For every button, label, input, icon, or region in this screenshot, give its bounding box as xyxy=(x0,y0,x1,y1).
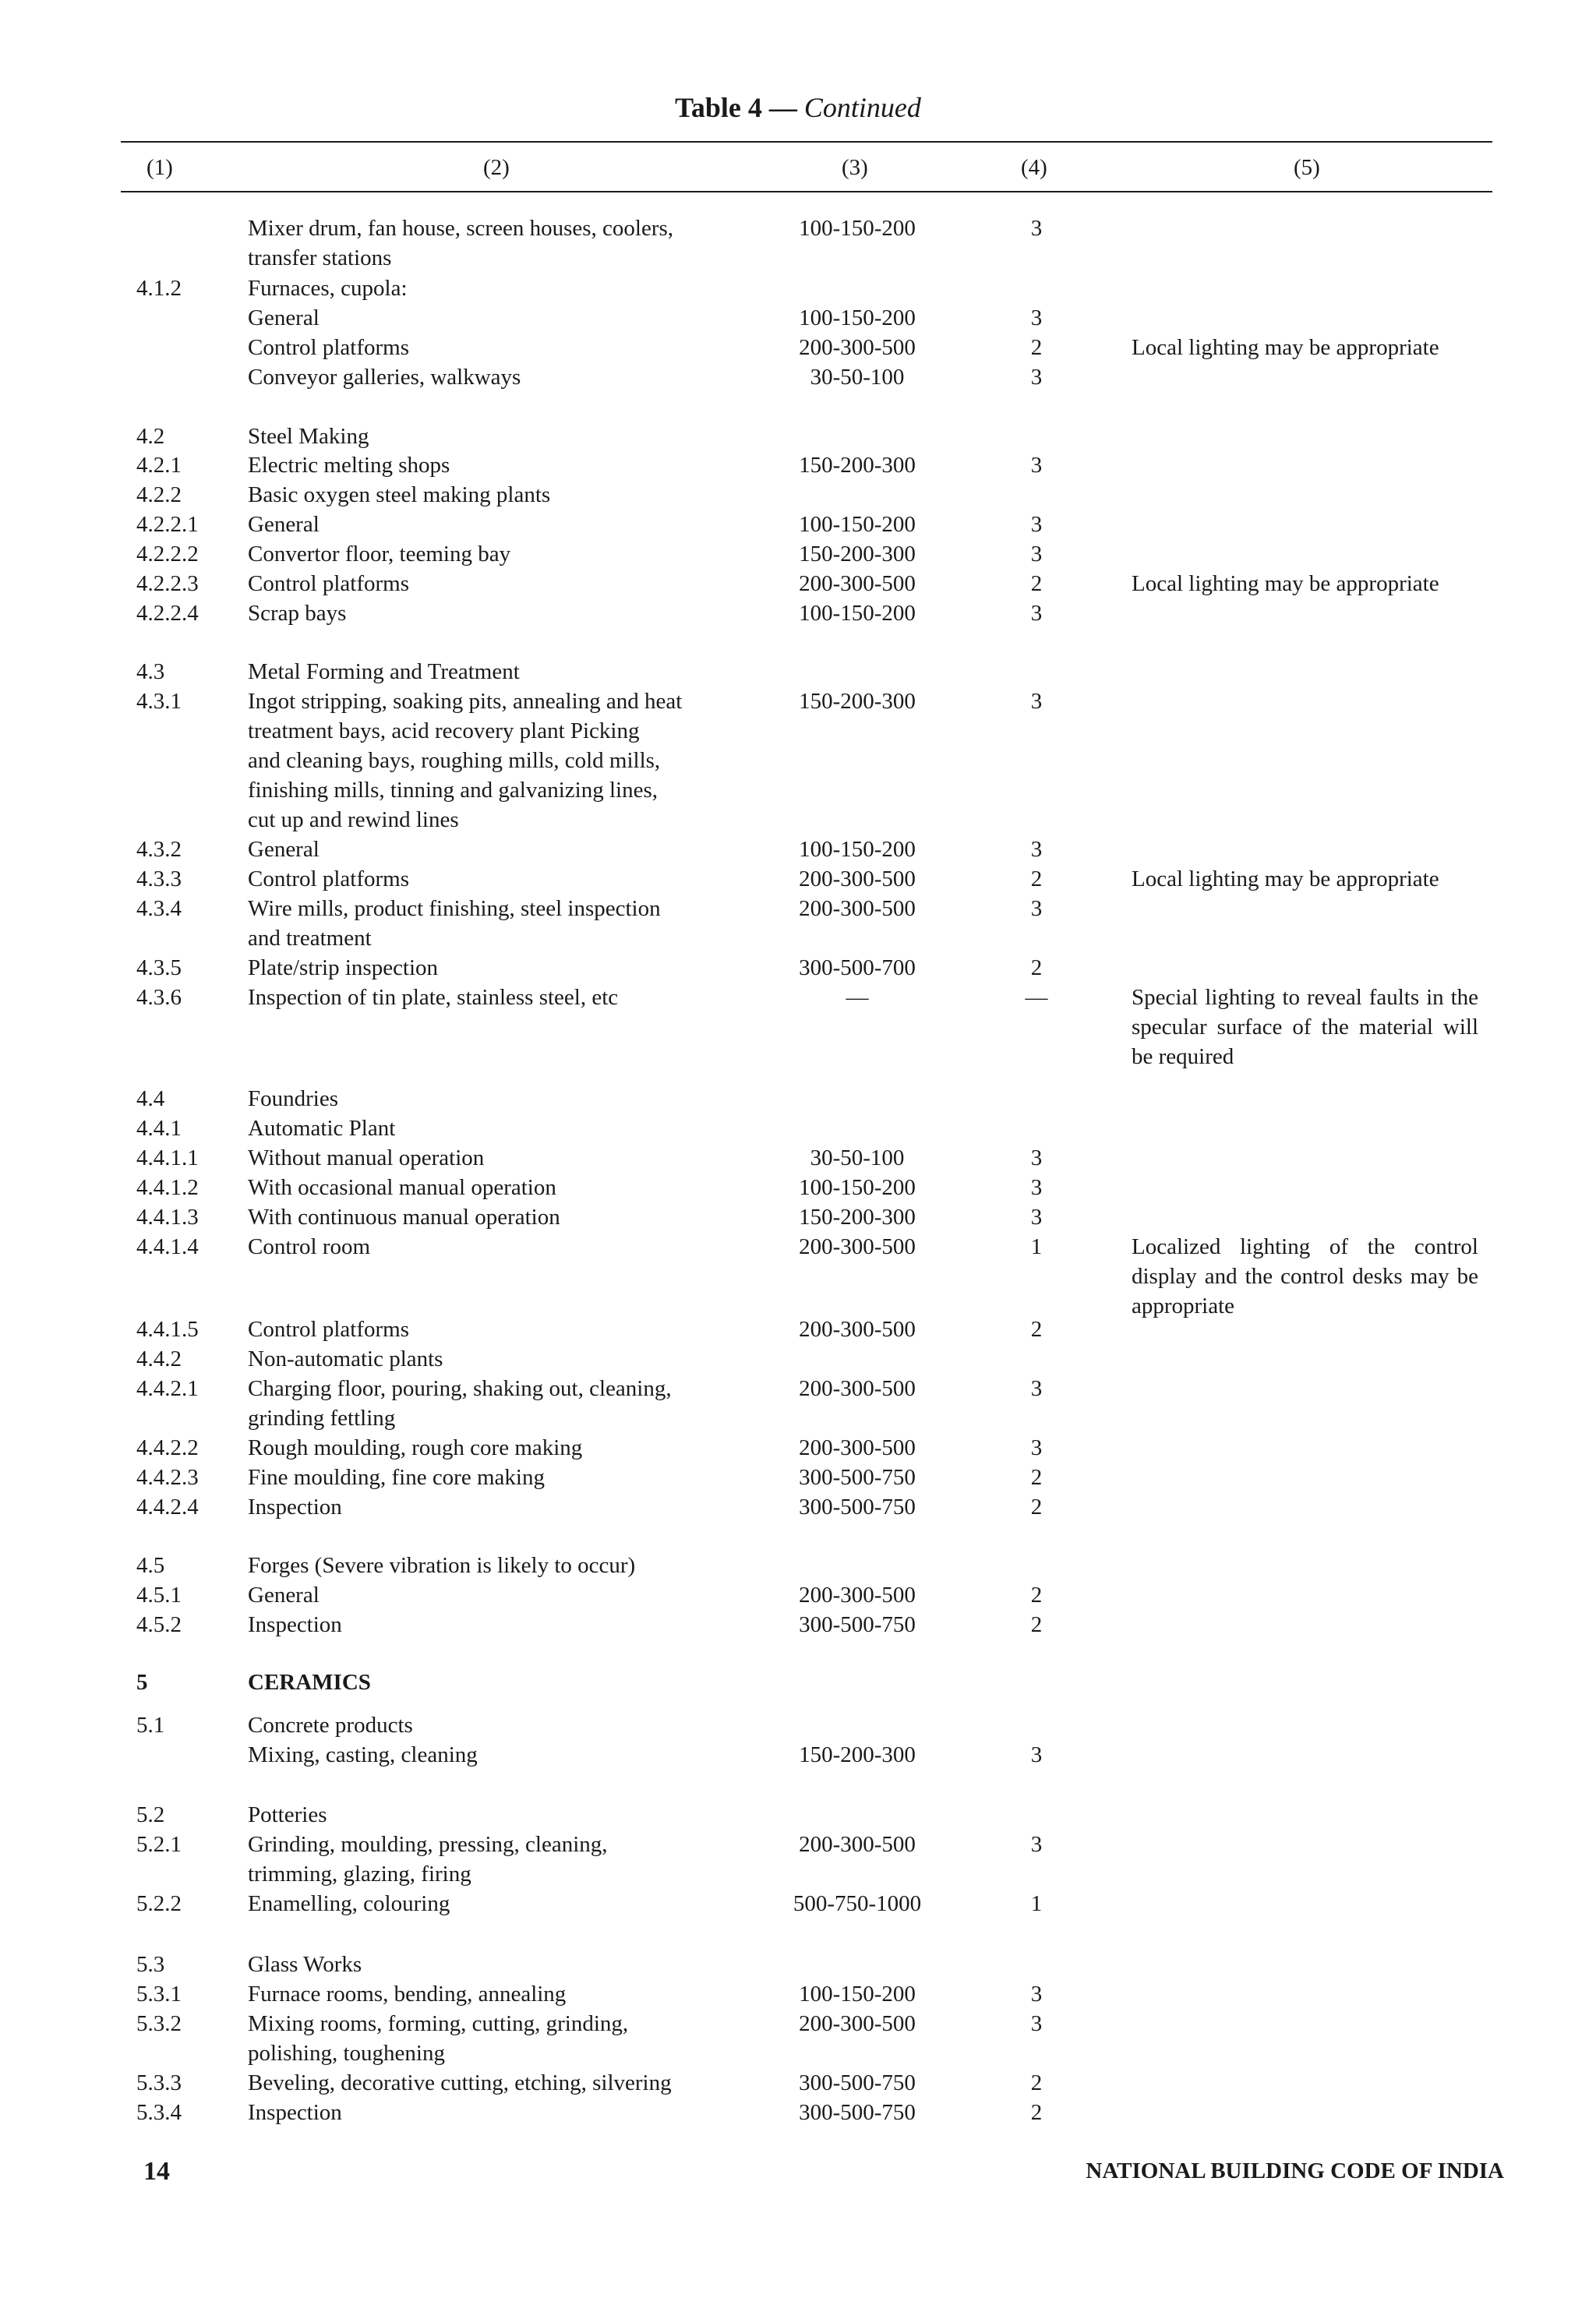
clause-number: 5.2.1 xyxy=(136,1832,182,1857)
description-line: Convertor floor, teeming bay xyxy=(248,542,511,567)
description-line: Ingot stripping, soaking pits, annealing and heat xyxy=(248,689,683,714)
area-description xyxy=(248,598,731,628)
clause-number: 4.4.2.1 xyxy=(136,1376,199,1401)
description-line: Control platforms xyxy=(248,571,410,596)
remarks: Local lighting may be appropriate xyxy=(1132,867,1439,891)
clause-number: 4.2.2 xyxy=(136,482,182,507)
description-line: Mixing rooms, forming, cutting, grinding, xyxy=(248,2011,629,2036)
remarks: Special lighting to reveal faults in the specular surface of the material will be required xyxy=(1132,985,1478,1069)
description-line: CERAMICS xyxy=(248,1670,371,1695)
description-line: Inspection xyxy=(248,2100,342,2125)
description-line: Charging floor, pouring, shaking out, cleaning, xyxy=(248,1376,672,1401)
description-line: Basic oxygen steel making plants xyxy=(248,482,551,507)
clause-number: 4.4.1.4 xyxy=(136,1234,199,1259)
illuminance-range: 300-500-750 xyxy=(799,1612,916,1637)
description-line: Without manual operation xyxy=(248,1145,485,1170)
description-line: Non-automatic plants xyxy=(248,1347,443,1371)
clause-number: 4.3.6 xyxy=(136,985,182,1010)
area-description xyxy=(248,1889,731,1918)
glare-class: 2 xyxy=(1030,1583,1043,1608)
illuminance-range: 100-150-200 xyxy=(799,601,916,626)
clause-number: 4.5 xyxy=(136,1553,165,1578)
clause-number: 4.4.2.4 xyxy=(136,1495,199,1520)
area-description xyxy=(248,1315,731,1344)
column-header-1: (1) xyxy=(147,155,173,180)
glare-class: 3 xyxy=(1030,216,1043,241)
remarks: Local lighting may be appropriate xyxy=(1132,571,1439,596)
description-line: General xyxy=(248,512,320,537)
glare-class: 3 xyxy=(1030,1145,1043,1170)
area-description xyxy=(248,333,731,362)
illuminance-range: 500-750-1000 xyxy=(793,1891,922,1916)
area-description xyxy=(248,274,731,303)
illuminance-range: 200-300-500 xyxy=(799,1583,916,1608)
glare-class: 3 xyxy=(1030,689,1043,714)
area-description xyxy=(248,422,731,451)
glare-class: 3 xyxy=(1030,1175,1043,1200)
clause-number: 4.2.1 xyxy=(136,453,182,478)
glare-class: 3 xyxy=(1030,542,1043,567)
column-header-4: (4) xyxy=(1021,155,1047,180)
description-line: cut up and rewind lines xyxy=(248,807,459,832)
glare-class: 3 xyxy=(1030,837,1043,862)
glare-class: 2 xyxy=(1030,1495,1043,1520)
area-description xyxy=(248,1710,731,1770)
area-description xyxy=(248,1143,731,1173)
glare-class: 3 xyxy=(1030,1832,1043,1857)
description-line: With occasional manual operation xyxy=(248,1175,556,1200)
area-description xyxy=(248,657,731,687)
illuminance-range: 100-150-200 xyxy=(799,216,916,241)
table-title-label: Table 4 — xyxy=(675,92,797,123)
description-line: Mixing, casting, cleaning xyxy=(248,1742,478,1767)
clause-number: 4.4.1.1 xyxy=(136,1145,199,1170)
area-description xyxy=(248,1173,731,1202)
description-line: Enamelling, colouring xyxy=(248,1891,450,1916)
area-description xyxy=(248,1084,731,1114)
clause-number: 5.1 xyxy=(136,1713,165,1738)
glare-class: 3 xyxy=(1030,896,1043,921)
glare-class: 2 xyxy=(1030,2070,1043,2095)
illuminance-range: 200-300-500 xyxy=(799,1234,916,1259)
illuminance-range: 150-200-300 xyxy=(799,1205,916,1230)
description-line: General xyxy=(248,305,320,330)
glare-class: 3 xyxy=(1030,1742,1043,1767)
clause-number: 4.4.2 xyxy=(136,1347,182,1371)
description-line: Metal Forming and Treatment xyxy=(248,659,520,684)
area-description xyxy=(248,1950,731,1979)
area-description xyxy=(248,569,731,598)
illuminance-range: 100-150-200 xyxy=(799,512,916,537)
illuminance-range: 300-500-750 xyxy=(799,1495,916,1520)
description-line: Inspection of tin plate, stainless steel, etc xyxy=(248,985,619,1010)
illuminance-range: — xyxy=(846,985,869,1010)
glare-class: 2 xyxy=(1030,2100,1043,2125)
description-line: Foundries xyxy=(248,1086,338,1111)
glare-class: 2 xyxy=(1030,1612,1043,1637)
area-description xyxy=(248,1433,731,1463)
glare-class: 3 xyxy=(1030,365,1043,390)
area-description xyxy=(248,1830,731,1889)
glare-class: 3 xyxy=(1030,601,1043,626)
area-description xyxy=(248,2009,731,2068)
description-line: Scrap bays xyxy=(248,601,347,626)
illuminance-range: 150-200-300 xyxy=(799,1742,916,1767)
description-line: Steel Making xyxy=(248,424,369,449)
clause-number: 4.4.1.3 xyxy=(136,1205,199,1230)
area-description xyxy=(248,2068,731,2098)
description-line: Furnaces, cupola: xyxy=(248,276,408,301)
glare-class: 3 xyxy=(1030,453,1043,478)
area-description xyxy=(248,983,731,1012)
area-description xyxy=(248,2098,731,2127)
area-description xyxy=(248,1344,731,1374)
illuminance-range: 200-300-500 xyxy=(799,1317,916,1342)
area-description xyxy=(248,1610,731,1640)
description-line: Concrete products xyxy=(248,1713,413,1738)
clause-number: 5.3 xyxy=(136,1952,165,1977)
clause-number: 4.4 xyxy=(136,1086,165,1111)
column-header-2: (2) xyxy=(483,155,510,180)
glare-class: 3 xyxy=(1030,1982,1043,2007)
illuminance-range: 200-300-500 xyxy=(799,1435,916,1460)
glare-class: 1 xyxy=(1030,1234,1043,1259)
illuminance-range: 200-300-500 xyxy=(799,2011,916,2036)
column-header-5: (5) xyxy=(1294,155,1320,180)
area-description xyxy=(248,539,731,569)
description-line: Grinding, moulding, pressing, cleaning, xyxy=(248,1832,608,1857)
clause-number: 4.3.3 xyxy=(136,867,182,891)
illuminance-range: 100-150-200 xyxy=(799,837,916,862)
clause-number: 4.2.2.1 xyxy=(136,512,199,537)
description-line: Electric melting shops xyxy=(248,453,450,478)
glare-class: 1 xyxy=(1030,1891,1043,1916)
illuminance-range: 200-300-500 xyxy=(799,867,916,891)
area-description xyxy=(248,1580,731,1610)
description-line: and cleaning bays, roughing mills, cold mills, xyxy=(248,748,661,773)
illuminance-range: 300-500-750 xyxy=(799,2070,916,2095)
description-line: Forges (Severe vibration is likely to occur) xyxy=(248,1553,636,1578)
column-header-3: (3) xyxy=(842,155,868,180)
description-line: Furnace rooms, bending, annealing xyxy=(248,1982,567,2007)
illuminance-range: 200-300-500 xyxy=(799,896,916,921)
illuminance-range: 30-50-100 xyxy=(810,1145,905,1170)
area-description xyxy=(248,1800,731,1830)
clause-number: 4.3.1 xyxy=(136,689,182,714)
clause-number: 4.4.1.2 xyxy=(136,1175,199,1200)
description-line: Fine moulding, fine core making xyxy=(248,1465,545,1490)
illuminance-range: 300-500-700 xyxy=(799,955,916,980)
clause-number: 5.3.1 xyxy=(136,1982,182,2007)
description-line: Plate/strip inspection xyxy=(248,955,439,980)
glare-class: 3 xyxy=(1030,1376,1043,1401)
illuminance-range: 300-500-750 xyxy=(799,1465,916,1490)
illuminance-range: 200-300-500 xyxy=(799,1376,916,1401)
area-description xyxy=(248,1668,731,1697)
description-line: General xyxy=(248,1583,320,1608)
area-description xyxy=(248,953,731,983)
clause-number: 4.2.2.3 xyxy=(136,571,199,596)
description-line: Potteries xyxy=(248,1802,327,1827)
area-description xyxy=(248,214,731,273)
table-title-continued: Continued xyxy=(803,92,921,123)
illuminance-range: 30-50-100 xyxy=(810,365,905,390)
area-description xyxy=(248,1463,731,1492)
clause-number: 4.3 xyxy=(136,659,165,684)
glare-class: 2 xyxy=(1030,335,1043,360)
glare-class: 3 xyxy=(1030,1205,1043,1230)
illuminance-range: 200-300-500 xyxy=(799,335,916,360)
description-line: Wire mills, product finishing, steel inspection xyxy=(248,896,661,921)
area-description xyxy=(248,1114,731,1143)
description-line: transfer stations xyxy=(248,245,392,270)
description-line: finishing mills, tinning and galvanizing lines, xyxy=(248,778,658,803)
area-description xyxy=(248,450,731,480)
clause-number: 4.4.2.3 xyxy=(136,1465,199,1490)
area-description xyxy=(248,864,731,894)
clause-number: 5.2.2 xyxy=(136,1891,182,1916)
clause-number: 5.3.2 xyxy=(136,2011,182,2036)
clause-number: 4.5.2 xyxy=(136,1612,182,1637)
description-line: Inspection xyxy=(248,1612,342,1637)
remarks: Local lighting may be appropriate xyxy=(1132,335,1439,360)
area-description xyxy=(248,303,731,333)
clause-number: 4.4.2.2 xyxy=(136,1435,199,1460)
illuminance-range: 150-200-300 xyxy=(799,453,916,478)
clause-number: 4.3.5 xyxy=(136,955,182,980)
clause-number: 5 xyxy=(136,1670,148,1695)
area-description xyxy=(248,510,731,539)
description-line: Control platforms xyxy=(248,867,410,891)
description-line: Inspection xyxy=(248,1495,342,1520)
clause-number: 4.4.1.5 xyxy=(136,1317,199,1342)
clause-number: 4.3.2 xyxy=(136,837,182,862)
illuminance-range: 300-500-750 xyxy=(799,2100,916,2125)
illuminance-range: 100-150-200 xyxy=(799,1982,916,2007)
illuminance-range: 200-300-500 xyxy=(799,571,916,596)
area-description xyxy=(248,362,731,392)
area-description xyxy=(248,894,731,953)
publication-title: NATIONAL BUILDING CODE OF INDIA xyxy=(1086,2158,1504,2183)
clause-number: 4.2 xyxy=(136,424,165,449)
glare-class: 3 xyxy=(1030,2011,1043,2036)
glare-class: 2 xyxy=(1030,571,1043,596)
description-line: grinding fettling xyxy=(248,1406,396,1431)
description-line: With continuous manual operation xyxy=(248,1205,560,1230)
glare-class: 3 xyxy=(1030,512,1043,537)
description-line: Conveyor galleries, walkways xyxy=(248,365,521,390)
glare-class: 2 xyxy=(1030,867,1043,891)
description-line: Beveling, decorative cutting, etching, silvering xyxy=(248,2070,672,2095)
area-description xyxy=(248,1979,731,2009)
description-line: Rough moulding, rough core making xyxy=(248,1435,583,1460)
clause-number: 4.4.1 xyxy=(136,1116,182,1141)
clause-number: 5.2 xyxy=(136,1802,165,1827)
glare-class: 2 xyxy=(1030,955,1043,980)
description-line: and treatment xyxy=(248,926,372,951)
area-description xyxy=(248,1492,731,1522)
illuminance-range: 100-150-200 xyxy=(799,305,916,330)
clause-number: 4.3.4 xyxy=(136,896,182,921)
description-line: treatment bays, acid recovery plant Picking xyxy=(248,718,640,743)
clause-number: 4.1.2 xyxy=(136,276,182,301)
glare-class: — xyxy=(1025,985,1048,1010)
description-line: Control platforms xyxy=(248,1317,410,1342)
description-line: Mixer drum, fan house, screen houses, coolers, xyxy=(248,216,674,241)
clause-number: 4.5.1 xyxy=(136,1583,182,1608)
area-description xyxy=(248,480,731,510)
page-number: 14 xyxy=(143,2157,170,2186)
remarks: Localized lighting of the control display and the control desks may be appropriate xyxy=(1132,1234,1478,1318)
glare-class: 2 xyxy=(1030,1465,1043,1490)
illuminance-range: 150-200-300 xyxy=(799,542,916,567)
area-description xyxy=(248,1202,731,1232)
area-description xyxy=(248,1551,731,1580)
glare-class: 2 xyxy=(1030,1317,1043,1342)
clause-number: 4.2.2.4 xyxy=(136,601,199,626)
illuminance-range: 150-200-300 xyxy=(799,689,916,714)
illuminance-range: 100-150-200 xyxy=(799,1175,916,1200)
area-description xyxy=(248,835,731,864)
description-line: Glass Works xyxy=(248,1952,362,1977)
illuminance-range: 200-300-500 xyxy=(799,1832,916,1857)
description-line: General xyxy=(248,837,320,862)
description-line: Automatic Plant xyxy=(248,1116,396,1141)
description-line: polishing, toughening xyxy=(248,2041,445,2066)
area-description xyxy=(248,687,731,835)
area-description xyxy=(248,1232,731,1262)
clause-number: 5.3.4 xyxy=(136,2100,182,2125)
glare-class: 3 xyxy=(1030,305,1043,330)
description-line: Control room xyxy=(248,1234,371,1259)
description-line: trimming, glazing, firing xyxy=(248,1862,471,1887)
description-line: Control platforms xyxy=(248,335,410,360)
clause-number: 5.3.3 xyxy=(136,2070,182,2095)
clause-number: 4.2.2.2 xyxy=(136,542,199,567)
area-description xyxy=(248,1374,731,1433)
glare-class: 3 xyxy=(1030,1435,1043,1460)
